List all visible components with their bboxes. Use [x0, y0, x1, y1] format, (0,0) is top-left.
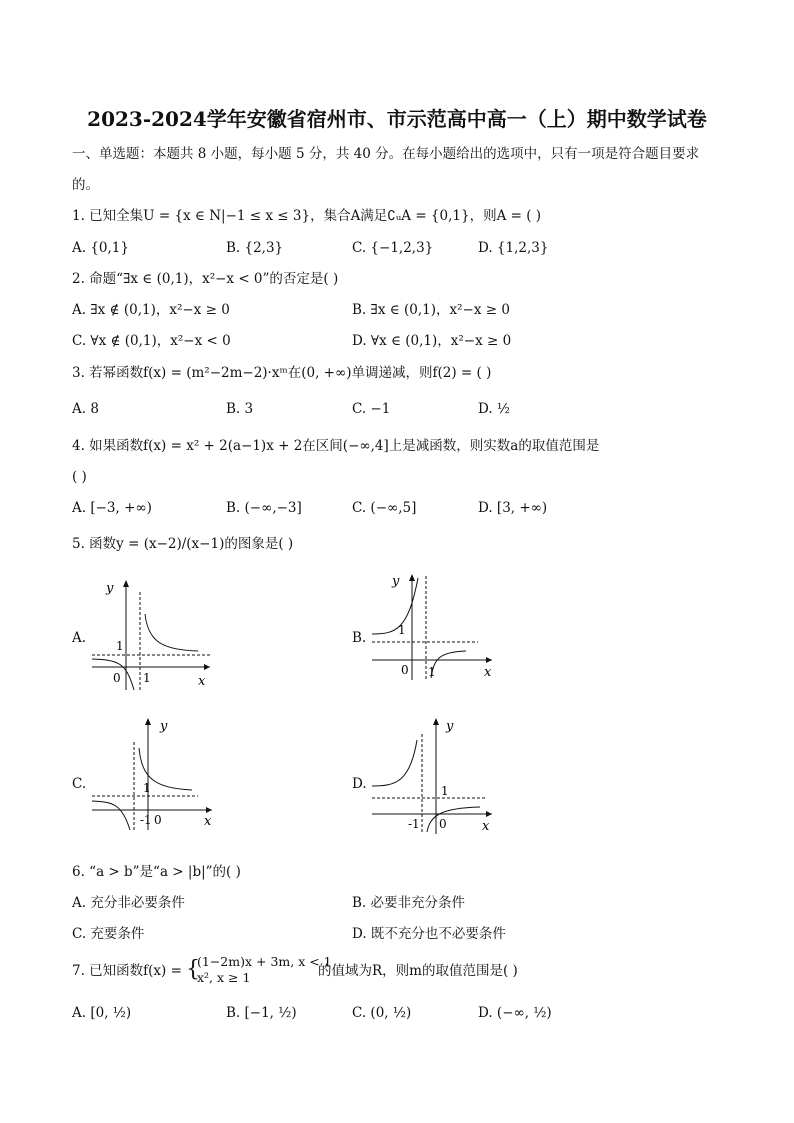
- piecewise-case-2: x², x ≥ 1: [197, 970, 251, 985]
- curve-right-branch: [431, 651, 466, 678]
- x-axis-arrow: [204, 664, 210, 670]
- section-heading-line1: 一、单选题：本题共 8 小题，每小题 5 分，共 40 分。在每小题给出的选项中，只有一项是符合题目要求: [72, 146, 700, 162]
- question-3-option-c: C. −1: [352, 401, 391, 417]
- origin-label: 0: [439, 817, 447, 831]
- piecewise-case-1: (1−2m)x + 3m, x < 1: [197, 954, 332, 969]
- question-1-stem: 1. 已知全集U = {x ∈ N|−1 ≤ x ≤ 3}，集合A满足∁ᵤA = {0,1}，则A = ( ): [72, 208, 542, 224]
- question-2-stem: 2. 命题“∃x ∈ (0,1)，x²−x < 0”的否定是( ): [72, 271, 339, 287]
- question-4-option-d: D. [3, +∞): [478, 500, 548, 516]
- question-6-option-a: A. 充分非必要条件: [72, 895, 185, 911]
- origin-label: 0: [401, 663, 409, 677]
- question-2-option-b: B. ∃x ∈ (0,1)，x²−x ≥ 0: [352, 302, 510, 318]
- question-3-option-b: B. 3: [226, 401, 254, 417]
- question-7-option-a: A. [0, ½): [72, 1005, 132, 1021]
- exam-title: 2023-2024学年安徽省宿州市、市示范高中高一（上）期中数学试卷: [87, 107, 707, 131]
- question-2-option-a: A. ∃x ∉ (0,1)，x²−x ≥ 0: [72, 302, 230, 318]
- curve-left-branch: [372, 740, 417, 786]
- x-axis-arrow: [486, 657, 492, 663]
- curve-right-branch: [145, 614, 198, 651]
- question-1-option-c: C. {−1,2,3}: [352, 240, 434, 256]
- piecewise-brace: {: [186, 957, 200, 982]
- question-2-option-c: C. ∀x ∉ (0,1)，x²−x < 0: [72, 333, 231, 349]
- question-3-option-a: A. 8: [72, 401, 99, 417]
- question-5-option-b: B.: [352, 630, 367, 646]
- section-heading-line2: 的。: [72, 177, 99, 193]
- origin-label: 0: [113, 671, 121, 685]
- question-1-option-d: D. {1,2,3}: [478, 240, 549, 256]
- question-6-stem: 6. “a > b”是“a > |b|”的( ): [72, 864, 241, 880]
- y-axis-arrow: [409, 574, 415, 581]
- graph-option-c: [88, 712, 218, 832]
- y-axis-arrow: [123, 580, 129, 587]
- question-6-option-c: C. 充要条件: [72, 926, 145, 942]
- y-axis-label: y: [446, 719, 454, 734]
- question-1-option-a: A. {0,1}: [72, 240, 129, 256]
- question-5-option-d: D.: [352, 776, 367, 792]
- tick-label-one-x: 1: [143, 671, 151, 685]
- question-7-stem-post: 的值域为R，则m的取值范围是( ): [318, 963, 518, 979]
- question-7-option-b: B. [−1, ½): [226, 1005, 297, 1021]
- question-3-stem: 3. 若幂函数f(x) = (m²−2m−2)·xᵐ在(0, +∞)单调递减，则f(2) = ( ): [72, 365, 492, 381]
- question-3-option-d: D. ½: [478, 401, 511, 417]
- question-6-option-b: B. 必要非充分条件: [352, 895, 466, 911]
- y-axis-arrow: [145, 718, 151, 725]
- question-4-stem-cont: ( ): [72, 469, 87, 485]
- x-axis-label: x: [482, 819, 490, 834]
- question-5-option-c: C.: [72, 776, 87, 792]
- question-7-stem-pre: 7. 已知函数f(x) =: [72, 963, 182, 979]
- graph-option-d: [368, 712, 498, 837]
- x-axis-label: x: [484, 665, 492, 680]
- question-4-stem: 4. 如果函数f(x) = x² + 2(a−1)x + 2在区间(−∞,4]上是减函数，则实数a的取值范围是: [72, 438, 600, 454]
- question-1-option-b: B. {2,3}: [226, 240, 284, 256]
- x-axis-arrow: [206, 807, 212, 813]
- tick-label-one: 1: [116, 639, 124, 653]
- graph-option-b: [368, 568, 498, 683]
- question-7-option-d: D. (−∞, ½): [478, 1005, 552, 1021]
- tick-label-one: 1: [143, 781, 151, 795]
- curve-right-branch: [427, 807, 480, 832]
- question-4-option-a: A. [−3, +∞): [72, 500, 152, 516]
- question-5-stem: 5. 函数y = (x−2)/(x−1)的图象是( ): [72, 536, 294, 552]
- y-axis-label: y: [392, 574, 400, 589]
- question-6-option-d: D. 既不充分也不必要条件: [352, 926, 506, 942]
- tick-label-neg-one: -1: [408, 817, 420, 831]
- origin-label: 0: [154, 813, 162, 827]
- curve-left-branch: [92, 801, 130, 830]
- tick-label-neg-one: -1: [140, 813, 152, 827]
- question-4-option-b: B. (−∞,−3]: [226, 500, 302, 516]
- question-7-option-c: C. (0, ½): [352, 1005, 412, 1021]
- question-5-option-a: A.: [72, 630, 87, 646]
- y-axis-label: y: [160, 719, 168, 734]
- y-axis-label: y: [106, 581, 114, 596]
- question-4-option-c: C. (−∞,5]: [352, 500, 417, 516]
- x-axis-label: x: [204, 814, 212, 829]
- tick-label-one: 1: [441, 784, 449, 798]
- question-2-option-d: D. ∀x ∈ (0,1)，x²−x ≥ 0: [352, 333, 512, 349]
- x-axis-arrow: [486, 811, 492, 817]
- graph-option-a: [88, 572, 218, 692]
- y-axis-arrow: [433, 718, 439, 725]
- tick-label-one: 1: [398, 623, 406, 637]
- tick-label-one-x: 1: [428, 665, 436, 679]
- x-axis-label: x: [198, 674, 206, 689]
